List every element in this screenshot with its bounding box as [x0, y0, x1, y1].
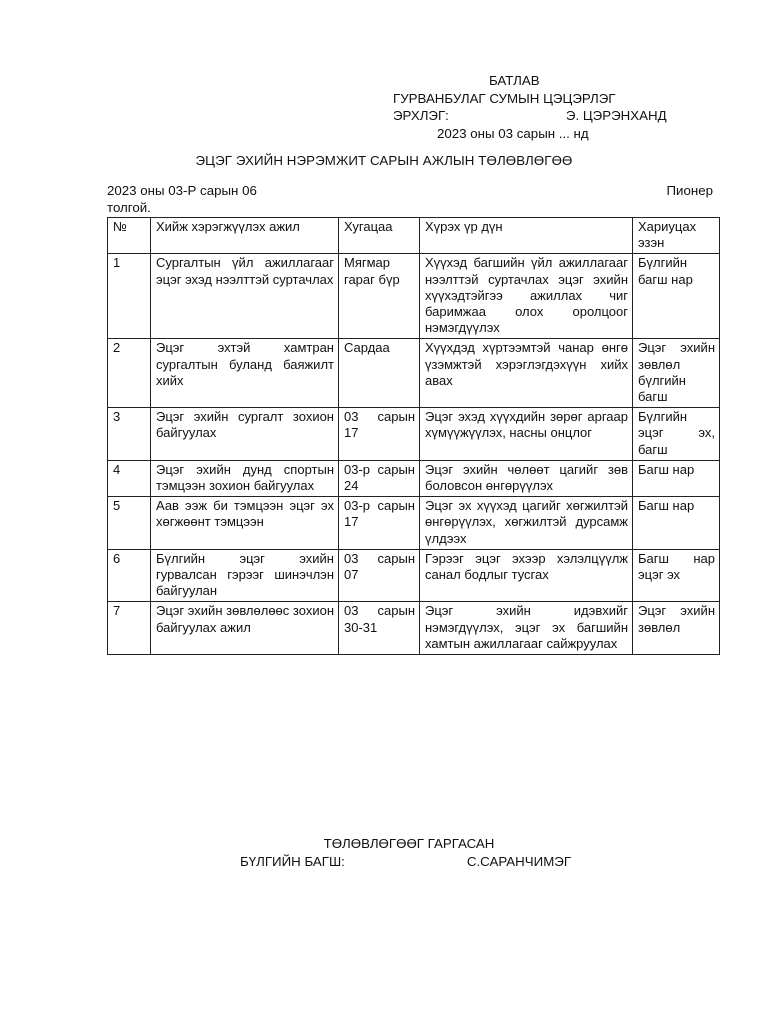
row-responsible: Эцэг эхийн зөвлөл бүлгийн багш — [633, 339, 720, 408]
row-responsible: Багш нар — [633, 460, 720, 496]
row-task: Эцэг эхийн дунд спортын тэмцээн зохион байгуулах — [151, 460, 339, 496]
row-number: 6 — [108, 549, 151, 602]
row-deadline: 03 сарын 07 — [339, 549, 420, 602]
table-row — [108, 339, 720, 408]
table-row — [108, 254, 720, 339]
row-responsible: Эцэг эхийн зөвлөл — [633, 602, 720, 655]
header-deadline: Хугацаа — [339, 218, 420, 254]
row-responsible: Багш нар — [633, 497, 720, 550]
table-row — [108, 460, 720, 496]
row-outcome: Эцэг эх хүүхэд цагийг хөгжилтэй өнгөрүүлэх, хөгжилтэй дурсамж үлдээх — [420, 497, 633, 550]
approval-name: Э. ЦЭРЭНХАНД — [565, 108, 667, 123]
approval-role: ЭРХЛЭГ: — [393, 108, 449, 123]
row-outcome: Хүүхдэд хүртээмтэй чанар өнгө үзэмжтэй хэрэглэгдэхүүн хийх авах — [420, 339, 633, 408]
row-outcome: Гэрээг эцэг эхээр хэлэлцүүлж санал бодлыг тусгах — [420, 549, 633, 602]
row-deadline: 03 сарын 30-31 — [339, 602, 420, 655]
row-number: 2 — [108, 339, 151, 408]
document-meta — [107, 182, 713, 216]
teacher-role: БҮЛГИЙН БАГШ: — [240, 854, 345, 869]
row-number: 1 — [108, 254, 151, 339]
teacher-name: С.САРАНЧИМЭГ — [466, 854, 572, 869]
row-responsible: Бүлгийн эцэг эх, багш — [633, 408, 720, 461]
row-task: Эцэг эхийн зөвлөлөөс зохион байгуулах ажил — [151, 602, 339, 655]
row-deadline: Мягмар гараг бүр — [339, 254, 420, 339]
prepared-by-label: ТӨЛӨВЛӨГӨӨГ ГАРГАСАН — [323, 836, 495, 851]
row-deadline: 03-р сарын 17 — [339, 497, 420, 550]
row-number: 7 — [108, 602, 151, 655]
row-task: Бүлгийн эцэг эхийн гурвалсан гэрээг шинэчлэн байгуулан — [151, 549, 339, 602]
row-task: Аав ээж би тэмцээн эцэг эх хөгжөөнт тэмцээн — [151, 497, 339, 550]
row-responsible: Багш нар эцэг эх — [633, 549, 720, 602]
location: Пионер — [666, 183, 713, 198]
row-number: 3 — [108, 408, 151, 461]
row-outcome: Эцэг эхийн идэвхийг нэмэгдүүлэх, эцэг эх багшийн хамтын ажиллагааг сайжруулах — [420, 602, 633, 655]
row-task: Сургалтын үйл ажиллагааг эцэг эхэд нээлттэй суртачлах — [151, 254, 339, 339]
row-number: 4 — [108, 460, 151, 496]
table-row — [108, 602, 720, 655]
row-deadline: Сардаа — [339, 339, 420, 408]
header-responsible: Хариуцах эзэн — [633, 218, 720, 254]
table-row — [108, 408, 720, 461]
row-number: 5 — [108, 497, 151, 550]
table-header-row — [108, 218, 720, 254]
header-task: Хийж хэрэгжүүлэх ажил — [151, 218, 339, 254]
row-outcome: Эцэг эхийн чөлөөт цагийг зөв боловсон өнгөрүүлэх — [420, 460, 633, 496]
row-outcome: Эцэг эхэд хүүхдийн зөрөг аргаар хүмүүжүүлэх, насны онцлог — [420, 408, 633, 461]
row-task: Эцэг эхийн сургалт зохион байгуулах — [151, 408, 339, 461]
table-row — [108, 549, 720, 602]
approval-date: 2023 оны 03 сарын ... нд — [437, 125, 589, 141]
table-row — [108, 497, 720, 550]
signature-block — [0, 835, 768, 871]
plan-table — [107, 217, 720, 655]
row-outcome: Хүүхэд багшийн үйл ажиллагааг нээлттэй суртачлах эцэг эхийн хүүхэдтэйгээ ажиллах чиг баримжаа олох оролцоог нэмэгдүүлэх — [420, 254, 633, 339]
header-number: № — [108, 218, 151, 254]
approval-org: ГУРВАНБУЛАГ СУМЫН ЦЭЦЭРЛЭГ — [393, 90, 616, 106]
location-continuation: толгой. — [107, 200, 151, 215]
row-task: Эцэг эхтэй хамтран сургалтын буланд баяжилт хийх — [151, 339, 339, 408]
header-outcome: Хүрэх үр дүн — [420, 218, 633, 254]
row-deadline: 03-р сарын 24 — [339, 460, 420, 496]
document-title: ЭЦЭГ ЭХИЙН НЭРЭМЖИТ САРЫН АЖЛЫН ТӨЛӨВЛӨГӨӨ — [195, 153, 573, 168]
date-line: 2023 оны 03-Р сарын 06 — [107, 183, 257, 198]
approval-title: БАТЛАВ — [489, 73, 540, 88]
row-responsible: Бүлгийн багш нар — [633, 254, 720, 339]
prepared-by-line — [0, 853, 768, 871]
approval-role-line — [393, 107, 713, 125]
approval-block — [393, 72, 713, 142]
row-deadline: 03 сарын 17 — [339, 408, 420, 461]
